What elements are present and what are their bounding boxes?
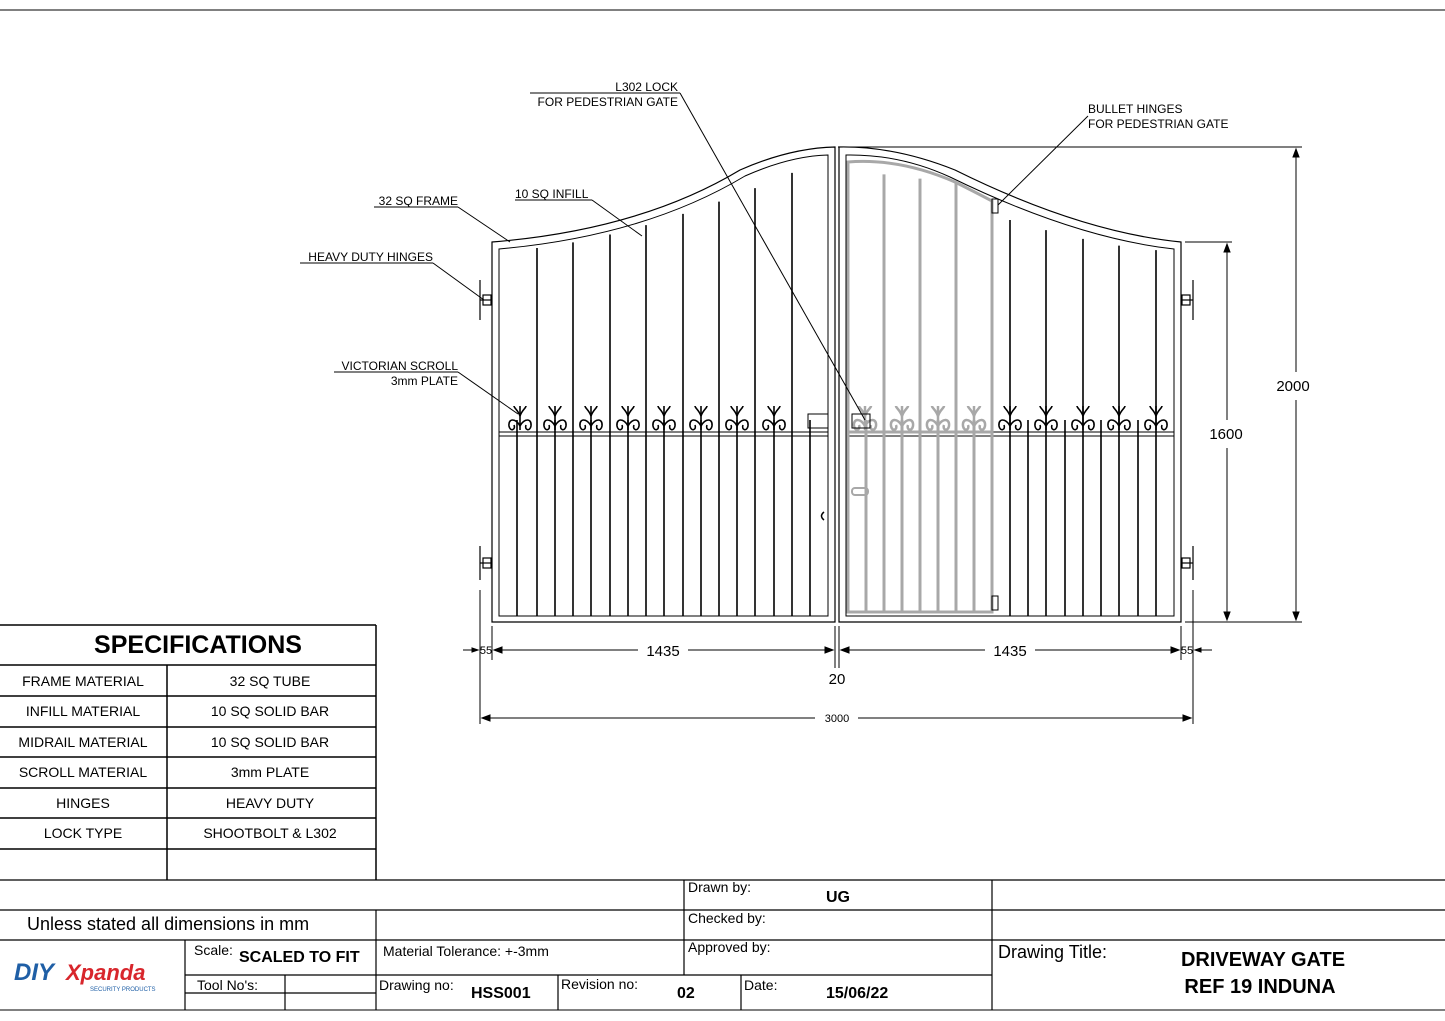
- victorian-scroll: [544, 406, 566, 430]
- drawing-title-line-2: REF 19 INDUNA: [1184, 976, 1336, 998]
- victorian-scroll: [1145, 406, 1167, 430]
- spec-row-label: LOCK TYPE: [43, 825, 123, 841]
- drawing-title-label: Drawing Title:: [998, 942, 1108, 962]
- callout-infill-label: 10 SQ INFILL: [515, 187, 589, 201]
- victorian-scroll: [763, 406, 785, 430]
- victorian-scroll: [653, 406, 675, 430]
- spec-row-value: HEAVY DUTY: [225, 795, 315, 811]
- dim-gap-left: 55: [479, 645, 493, 657]
- material-tolerance: Material Tolerance: +-3mm: [383, 943, 549, 959]
- dim-gap-right: 55: [1180, 645, 1194, 657]
- logo-xpanda: Xpanda: [66, 960, 146, 985]
- spec-row-value: 10 SQ SOLID BAR: [210, 703, 330, 719]
- date-label: Date:: [744, 977, 778, 993]
- callout-bullet-leader: [998, 116, 1088, 205]
- spec-row-value: 32 SQ TUBE: [229, 673, 311, 689]
- drawn-by-label: Drawn by:: [688, 879, 752, 895]
- callout-infill-leader: [592, 200, 642, 236]
- callout-bullet-label-2: FOR PEDESTRIAN GATE: [1088, 117, 1229, 131]
- specifications-table: [0, 625, 376, 880]
- specifications-title: SPECIFICATIONS: [94, 631, 302, 659]
- logo-tagline: SECURITY PRODUCTS: [90, 987, 156, 993]
- drawn-by-value: UG: [826, 889, 850, 906]
- checked-by-label: Checked by:: [688, 910, 766, 926]
- lock-keep: [808, 414, 828, 428]
- callout-bullet-label-1: BULLET HINGES: [1088, 102, 1183, 116]
- victorian-scroll: [1108, 406, 1130, 430]
- heavy-duty-hinge-left-bottom: [480, 546, 492, 580]
- heavy-duty-hinge-right-top: [1181, 280, 1193, 320]
- dim-overall-height: 2000: [1276, 378, 1310, 395]
- victorian-scroll: [999, 406, 1021, 430]
- heavy-duty-hinge-right-bottom: [1181, 546, 1193, 580]
- callout-lock-label-1: L302 LOCK: [615, 80, 678, 94]
- spec-row-value: 3mm PLATE: [230, 764, 310, 780]
- drawing-no-label: Drawing no:: [379, 977, 454, 993]
- date-value: 15/06/22: [826, 985, 889, 1002]
- dim-leaf-left: 1435: [646, 643, 680, 660]
- tool-label: Tool No's:: [197, 977, 259, 993]
- dim-overall-width: 3000: [824, 713, 850, 725]
- gate-elevation: [480, 147, 1193, 622]
- spec-row-label: HINGES: [56, 795, 110, 811]
- callout-scroll-label-1: VICTORIAN SCROLL: [341, 359, 458, 373]
- victorian-scroll: [726, 406, 748, 430]
- victorian-scroll: [1035, 406, 1057, 430]
- spec-row-label: MIDRAIL MATERIAL: [18, 734, 148, 750]
- callout-lock-leader: [680, 93, 865, 420]
- callout-hinges-label: HEAVY DUTY HINGES: [308, 250, 433, 264]
- victorian-scroll: [617, 406, 639, 430]
- drawing-no-value: HSS001: [471, 985, 531, 1002]
- diyxpanda-logo: [14, 959, 156, 993]
- pedestrian-gate: [848, 161, 992, 612]
- dim-side-height: 1600: [1209, 426, 1243, 443]
- scale-label: Scale:: [194, 942, 233, 958]
- scale-value: SCALED TO FIT: [239, 949, 360, 966]
- revision-value: 02: [677, 985, 695, 1002]
- callout-scroll-leader: [458, 372, 518, 414]
- callout-frame-leader: [458, 207, 510, 242]
- approved-by-label: Approved by:: [688, 939, 771, 955]
- dim-centre-gap: 20: [828, 671, 846, 688]
- callout-lock-label-2: FOR PEDESTRIAN GATE: [537, 95, 678, 109]
- heavy-duty-hinge-left-top: [480, 280, 492, 320]
- shootbolt: [822, 512, 825, 520]
- spec-row-label: SCROLL MATERIAL: [18, 764, 148, 780]
- callout-hinges-leader: [433, 263, 484, 300]
- logo-diy: DIY: [14, 959, 55, 986]
- victorian-scroll: [690, 406, 712, 430]
- victorian-scroll: [580, 406, 602, 430]
- pedestrian-gate-bars: [866, 174, 974, 612]
- victorian-scroll: [1072, 406, 1094, 430]
- spec-row-label: INFILL MATERIAL: [25, 703, 141, 719]
- callout-frame-label: 32 SQ FRAME: [378, 194, 458, 208]
- dim-leaf-right: 1435: [993, 643, 1027, 660]
- infill-bars: [517, 173, 1156, 616]
- callout-scroll-label-2: 3mm PLATE: [390, 374, 458, 388]
- spec-row-label: FRAME MATERIAL: [22, 673, 144, 689]
- spec-row-value: SHOOTBOLT & L302: [203, 825, 337, 841]
- units-note: Unless stated all dimensions in mm: [27, 914, 310, 934]
- spec-row-value: 10 SQ SOLID BAR: [210, 734, 330, 750]
- drawing-title-line-1: DRIVEWAY GATE: [1180, 949, 1346, 971]
- revision-label: Revision no:: [561, 976, 639, 992]
- victorian-scrolls: [509, 406, 1167, 430]
